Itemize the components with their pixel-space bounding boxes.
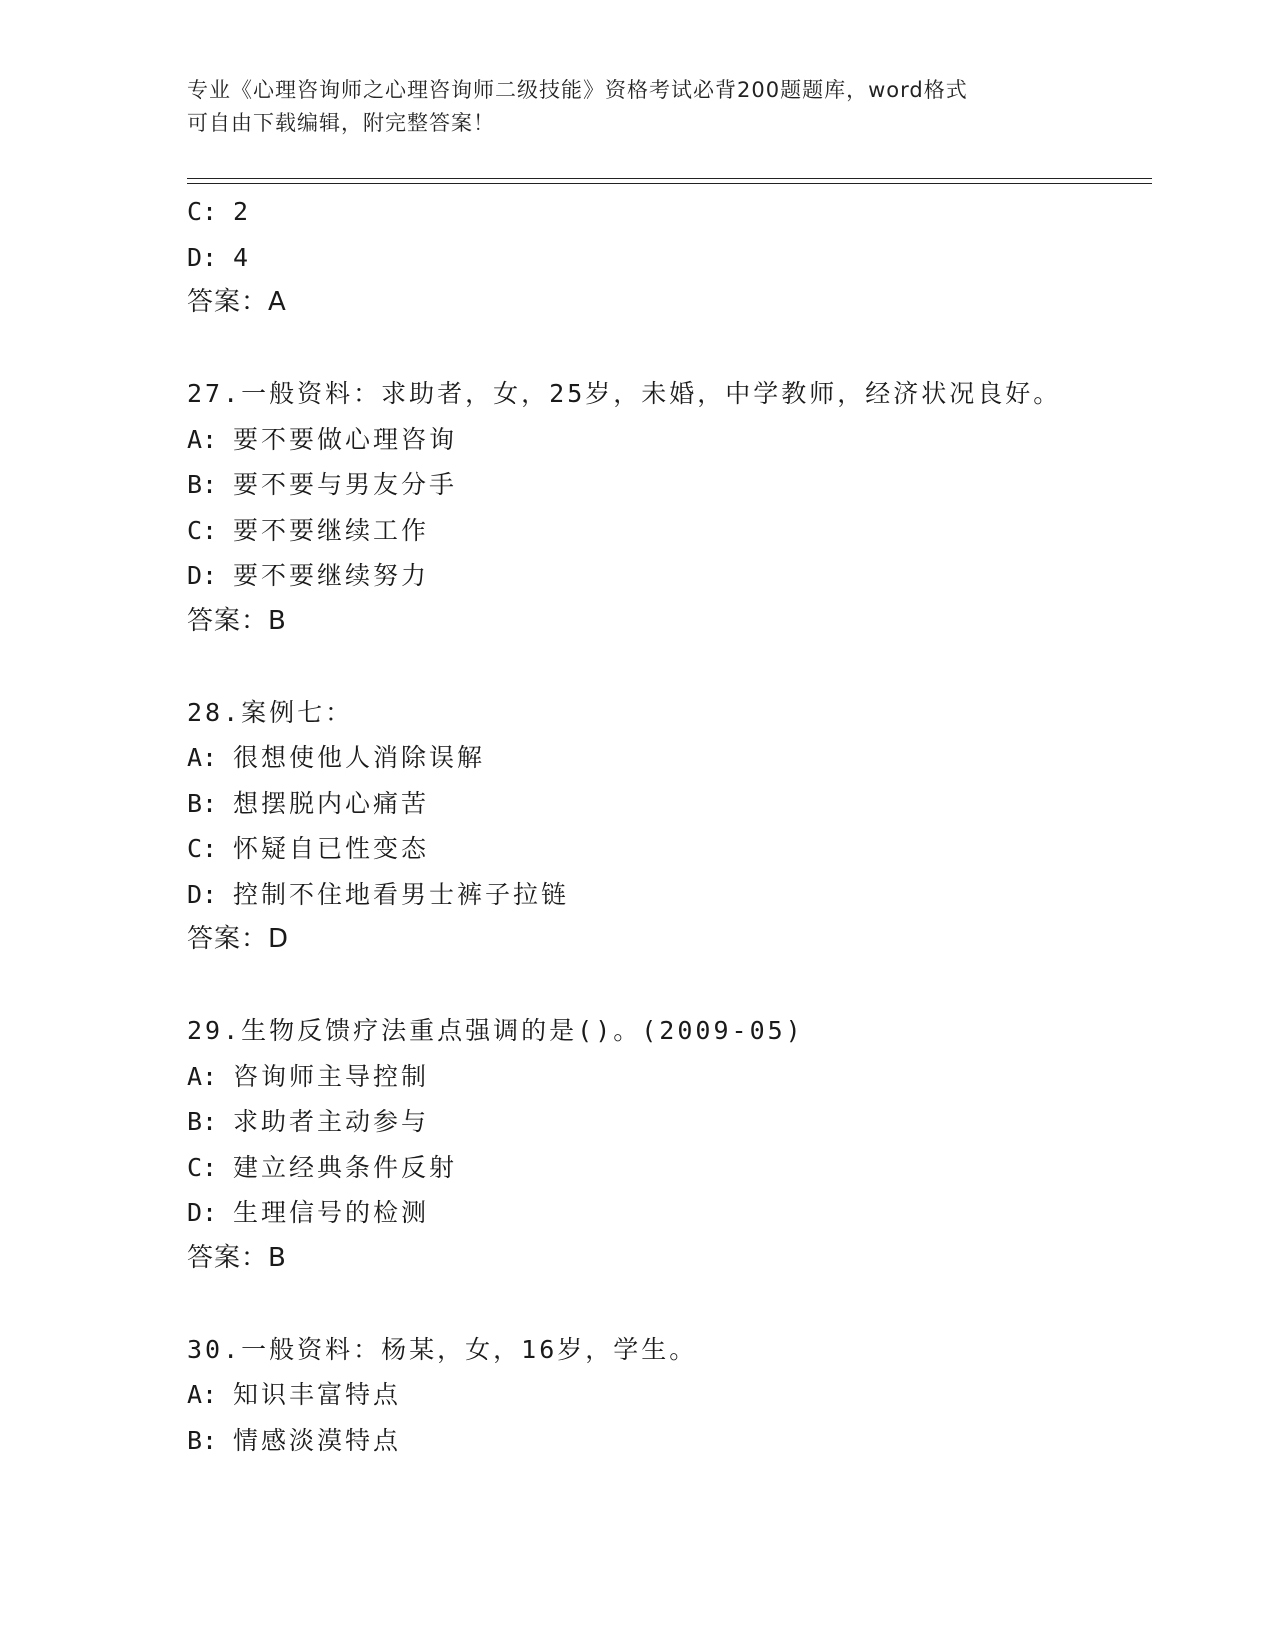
option-letter: C: — [187, 834, 218, 863]
option-letter: A: — [187, 1380, 218, 1409]
option-line — [187, 417, 1147, 463]
question-stem: 27.一般资料：求助者，女，25岁，未婚，中学教师，经济状况良好。 — [187, 379, 1062, 408]
option-text: 生理信号的检测 — [233, 1198, 430, 1227]
option-line — [187, 1099, 1147, 1145]
answer-line: 答案：B — [187, 1242, 287, 1273]
option-line — [187, 1145, 1147, 1191]
option-text: 想摆脱内心痛苦 — [233, 788, 430, 818]
spacer — [187, 1281, 1147, 1327]
option-text: 怀疑自已性变态 — [233, 834, 430, 863]
option-line — [187, 1418, 1147, 1464]
question-stem: 28.案例七： — [187, 697, 354, 727]
option-letter: D: — [187, 879, 218, 909]
header-line-1: 专业《心理咨询师之心理咨询师二级技能》资格考试必背200题题库，word格式 — [187, 78, 968, 102]
option-text: 知识丰富特点 — [233, 1380, 402, 1409]
option-text: 控制不住地看男士裤子拉链 — [233, 879, 570, 909]
option-text: 要不要做心理咨询 — [233, 424, 458, 454]
option-line — [187, 826, 1147, 872]
option-letter: D: — [187, 242, 218, 272]
option-text: 2 — [233, 197, 252, 226]
option-line — [187, 235, 1147, 281]
answer-line: 答案：D — [187, 924, 290, 954]
option-text: 要不要与男友分手 — [233, 470, 458, 499]
question-stem: 30.一般资料：杨某，女，16岁，学生。 — [187, 1334, 698, 1364]
option-text: 很想使他人消除误解 — [233, 743, 486, 772]
spacer — [187, 963, 1147, 1009]
option-line — [187, 1054, 1147, 1100]
option-line — [187, 189, 1147, 235]
document-header — [187, 74, 1087, 140]
header-divider-top — [187, 178, 1152, 179]
option-text: 求助者主动参与 — [233, 1107, 430, 1136]
option-letter: A: — [187, 424, 218, 454]
option-letter: B: — [187, 788, 218, 818]
option-line — [187, 553, 1147, 599]
option-text: 咨询师主导控制 — [233, 1061, 430, 1091]
option-line — [187, 508, 1147, 554]
option-letter: C: — [187, 197, 218, 226]
header-line-2: 可自由下载编辑，附完整答案！ — [187, 111, 495, 135]
option-letter: D: — [187, 561, 218, 590]
answer-line: 答案：B — [187, 605, 287, 636]
option-line — [187, 872, 1147, 918]
option-letter: C: — [187, 1152, 218, 1182]
option-letter: B: — [187, 1425, 218, 1455]
option-text: 4 — [233, 242, 252, 272]
option-line — [187, 735, 1147, 781]
option-letter: C: — [187, 515, 218, 545]
answer-line: 答案：A — [187, 287, 287, 317]
option-text: 要不要继续努力 — [233, 561, 430, 590]
question-content — [187, 189, 1147, 1463]
option-line — [187, 1372, 1147, 1418]
option-letter: A: — [187, 743, 218, 772]
option-text: 情感淡漠特点 — [233, 1425, 402, 1455]
option-letter: D: — [187, 1198, 218, 1227]
spacer — [187, 326, 1147, 372]
option-letter: B: — [187, 470, 218, 499]
header-divider-bottom — [187, 183, 1152, 184]
option-line — [187, 1190, 1147, 1236]
question-stem: 29.生物反馈疗法重点强调的是()。(2009-05) — [187, 1016, 804, 1045]
spacer — [187, 644, 1147, 690]
option-letter: B: — [187, 1107, 218, 1136]
option-line — [187, 462, 1147, 508]
option-text: 建立经典条件反射 — [233, 1152, 458, 1182]
option-text: 要不要继续工作 — [233, 515, 430, 545]
option-line — [187, 781, 1147, 827]
option-letter: A: — [187, 1061, 218, 1091]
